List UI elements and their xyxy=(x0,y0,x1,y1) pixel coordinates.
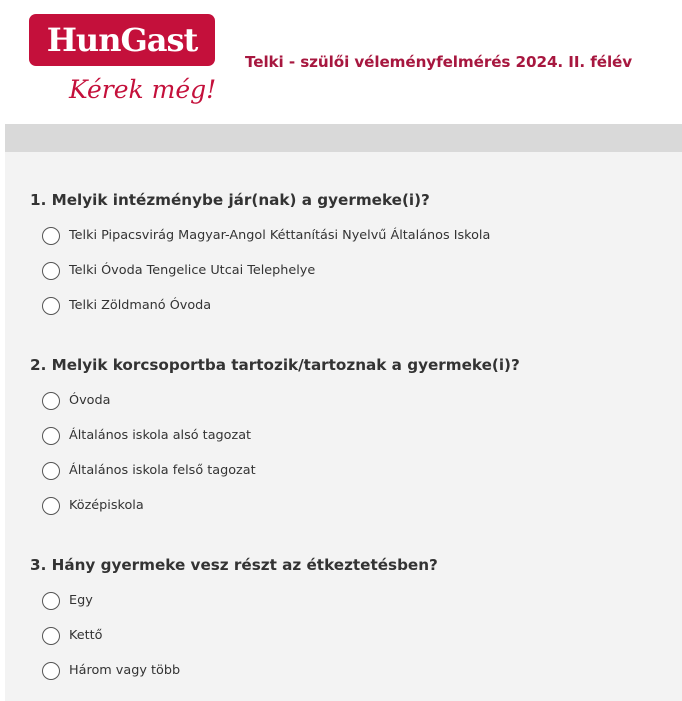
question-title: 1. Melyik intézménybe jár(nak) a gyermeke(i)? xyxy=(30,191,430,209)
option-label: Telki Pipacsvirág Magyar-Angol Kéttanítási Nyelvű Általános Iskola xyxy=(69,228,491,243)
hungast-logo xyxy=(29,14,231,112)
option-radio[interactable] xyxy=(42,294,642,318)
option-label: Egy xyxy=(69,593,93,608)
option-label: Telki Óvoda Tengelice Utcai Telephelye xyxy=(69,263,316,278)
header xyxy=(5,0,682,124)
logo-slogan: Kérek még! xyxy=(69,75,217,104)
logo-brand: HunGast xyxy=(29,14,215,66)
radio-button[interactable] xyxy=(42,427,60,445)
question-title: 3. Hány gyermeke vesz részt az étkeztetésben? xyxy=(30,556,438,574)
question-3 xyxy=(30,554,680,678)
radio-button[interactable] xyxy=(42,592,60,610)
radio-button[interactable] xyxy=(42,227,60,245)
question-1 xyxy=(30,189,680,313)
progress-bar xyxy=(5,124,682,152)
option-label: Telki Zöldmanó Óvoda xyxy=(69,298,212,313)
option-label: Középiskola xyxy=(69,498,144,513)
option-radio[interactable] xyxy=(42,589,642,613)
radio-button[interactable] xyxy=(42,462,60,480)
radio-button[interactable] xyxy=(42,297,60,315)
option-radio[interactable] xyxy=(42,389,642,413)
radio-button[interactable] xyxy=(42,497,60,515)
question-title: 2. Melyik korcsoportba tartozik/tartoznak a gyermeke(i)? xyxy=(30,356,520,374)
radio-button[interactable] xyxy=(42,392,60,410)
option-label: Három vagy több xyxy=(69,663,181,678)
radio-button[interactable] xyxy=(42,662,60,680)
radio-button[interactable] xyxy=(42,262,60,280)
radio-button[interactable] xyxy=(42,627,60,645)
option-radio[interactable] xyxy=(42,494,642,518)
option-radio[interactable] xyxy=(42,259,642,283)
option-label: Kettő xyxy=(69,628,103,643)
option-radio[interactable] xyxy=(42,624,642,648)
option-radio[interactable] xyxy=(42,424,642,448)
survey-page xyxy=(5,0,682,701)
option-radio[interactable] xyxy=(42,224,642,248)
option-label: Általános iskola felső tagozat xyxy=(69,463,256,478)
option-label: Óvoda xyxy=(69,393,111,408)
question-2 xyxy=(30,354,680,513)
option-label: Általános iskola alsó tagozat xyxy=(69,428,252,443)
option-radio[interactable] xyxy=(42,659,642,683)
option-radio[interactable] xyxy=(42,459,642,483)
page-title: Telki - szülői véleményfelmérés 2024. II. félév xyxy=(245,53,633,71)
